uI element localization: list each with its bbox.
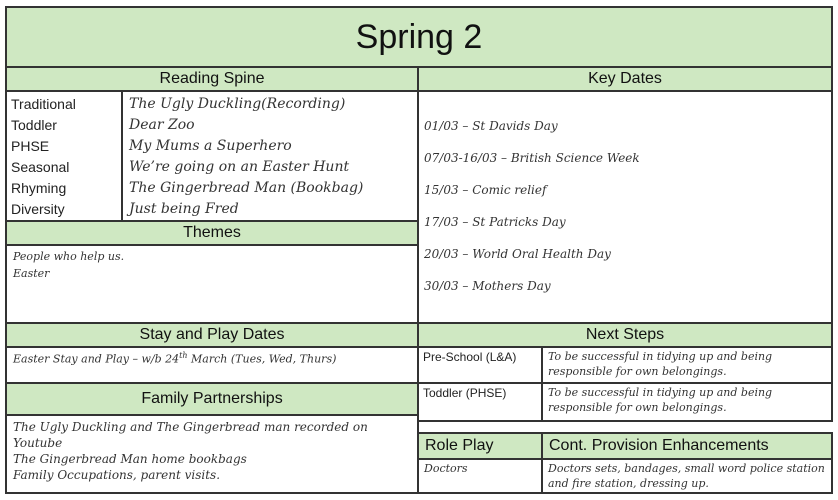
provision-panel bbox=[541, 458, 833, 494]
page-title-banner bbox=[5, 6, 833, 68]
role-play-heading: Role Play bbox=[425, 437, 494, 454]
themes-header bbox=[5, 220, 419, 246]
reading-spine-books bbox=[129, 94, 363, 220]
theme-item: People who help us. bbox=[13, 250, 125, 263]
category-label: PHSE bbox=[11, 138, 50, 154]
key-date-item: 15/03 – Comic relief bbox=[424, 183, 547, 197]
provision-heading: Cont. Provision Enhancements bbox=[549, 437, 769, 454]
themes-panel bbox=[5, 244, 419, 324]
next-steps-text: To be successful in tidying up and being responsible for own belongings. bbox=[548, 350, 773, 378]
next-steps-group: Toddler (PHSE) bbox=[423, 386, 507, 400]
provision-header bbox=[541, 432, 833, 460]
next-steps-heading: Next Steps bbox=[585, 326, 665, 343]
book-title: My Mums a Superhero bbox=[129, 138, 292, 154]
reading-spine-divider bbox=[121, 90, 123, 222]
stay-and-play-heading: Stay and Play Dates bbox=[139, 326, 285, 343]
family-partnership-item: The Ugly Duckling and The Gingerbread man recorded on Youtube bbox=[13, 420, 368, 450]
stay-and-play-text: Easter Stay and Play – w/b 24th March (Tues, Wed, Thurs) bbox=[13, 351, 337, 366]
role-play-text: Doctors bbox=[424, 462, 468, 475]
reading-spine-heading: Reading Spine bbox=[159, 70, 265, 87]
book-title: We’re going on an Easter Hunt bbox=[129, 159, 350, 175]
page-title: Spring 2 bbox=[355, 17, 483, 56]
key-date-item: 07/03-16/03 – British Science Week bbox=[424, 151, 640, 165]
key-dates-header bbox=[417, 66, 833, 92]
stay-and-play-panel bbox=[5, 346, 419, 384]
reading-spine-categories bbox=[11, 94, 76, 220]
key-date-item: 01/03 – St Davids Day bbox=[424, 119, 558, 133]
reading-spine-header bbox=[5, 66, 419, 92]
provision-text: Doctors sets, bandages, small word police station and fire station, dressing up. bbox=[548, 462, 825, 490]
book-title: The Ugly Duckling(Recording) bbox=[129, 96, 346, 112]
category-label: Seasonal bbox=[11, 159, 70, 175]
book-title: The Gingerbread Man (Bookbag) bbox=[129, 180, 364, 196]
theme-item: Easter bbox=[13, 267, 50, 280]
role-play-panel bbox=[417, 458, 543, 494]
key-dates-panel bbox=[417, 90, 833, 324]
next-steps-text: To be successful in tidying up and being responsible for own belongings. bbox=[548, 386, 773, 414]
family-partnership-item: Family Occupations, parent visits. bbox=[13, 468, 221, 482]
category-label: Rhyming bbox=[11, 180, 67, 196]
role-play-header bbox=[417, 432, 543, 460]
next-steps-divider bbox=[541, 346, 543, 422]
category-label: Traditional bbox=[11, 96, 76, 112]
next-steps-row-divider bbox=[417, 382, 833, 384]
family-partnerships-panel bbox=[5, 414, 419, 494]
key-dates-heading: Key Dates bbox=[588, 70, 662, 87]
key-date-item: 20/03 – World Oral Health Day bbox=[424, 247, 611, 261]
category-label: Toddler bbox=[11, 117, 57, 133]
themes-heading: Themes bbox=[183, 224, 241, 241]
family-partnership-item: The Gingerbread Man home bookbags bbox=[13, 452, 247, 466]
category-label: Diversity bbox=[11, 201, 65, 217]
key-date-item: 17/03 – St Patricks Day bbox=[424, 215, 566, 229]
family-partnerships-header bbox=[5, 382, 419, 416]
book-title: Just being Fred bbox=[129, 201, 239, 217]
family-partnerships-heading: Family Partnerships bbox=[141, 390, 283, 407]
key-date-item: 30/03 – Mothers Day bbox=[424, 279, 551, 293]
next-steps-header bbox=[417, 322, 833, 348]
book-title: Dear Zoo bbox=[129, 117, 195, 133]
next-steps-group: Pre-School (L&A) bbox=[423, 350, 517, 364]
stay-and-play-header bbox=[5, 322, 419, 348]
